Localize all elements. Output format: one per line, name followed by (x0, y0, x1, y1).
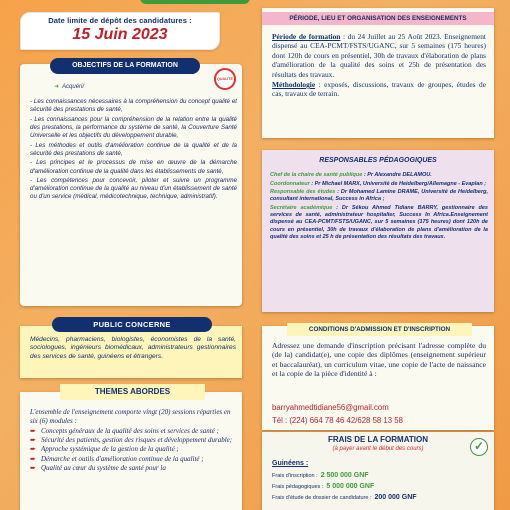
themes-intro: L'ensemble de l'enseignement comporte vingt (20) sessions réparties en six (6) modules : (30, 408, 231, 425)
theme-text: Approche systémique de la gestion de la qualité ; (41, 445, 179, 454)
check-icon: ✓ (470, 438, 488, 456)
period-method-text: : exposés, discussions, travaux de groupes, études de cas, travaux de terrain. (272, 80, 486, 99)
list-item: - Les compétences pour concevoir, piloter et suivre un programme d'amélioration continue de la qualité au niveau d'un établissement de santé ou d'un service (médical, médicotechnique, technique, administratif). (30, 177, 237, 201)
responsable-role: Chef de la chaire de santé publique (270, 172, 363, 178)
responsables-card (262, 150, 494, 312)
frais-title: FRAIS DE LA FORMATION (328, 435, 428, 444)
responsable-role: Coordonnateur (270, 180, 310, 187)
list-item: - Les connaissances nécessaires à la compréhension du concept qualité et sécurité des prestations de santé, (30, 98, 237, 114)
frais-subtitle: (à payer avant le début des cours) (332, 446, 424, 452)
public-title: PUBLIC CONCERNE (52, 317, 212, 332)
arrow-right-icon: ➨ (30, 436, 36, 445)
objectives-title: OBJECTIFS DE LA FORMATION (50, 58, 200, 74)
deadline-label: Date limite de dépôt des candidatures : (48, 16, 192, 25)
themes-card (20, 387, 242, 510)
theme-text: Qualité au cœur du système de santé pour la (41, 463, 166, 472)
responsable-desc: : Dr Sékou Ahmed Tidiane BARRY, gestionnaire des services de santé, administrateur hospitalier, Success In Africa.Enseignement dispensé au CEA-PCMT/FSTS/UGANC, sur 5 semaines (175 heures) dont 120h de cours en présentiel, 30h de travaux d'élaboration de plans d'amélioration de la qualité des soins et 25 h de présentation des résultats des travaux. (270, 204, 488, 240)
fee-amount: 2 500 000 GNF (320, 472, 369, 479)
conditions-title: CONDITIONS D'ADMISSION ET D'INSCRIPTION (287, 323, 472, 336)
list-item: - Les principes et le processus de mise en œuvre de la démarche d'amélioration continue de la qualité dans les établissements de santé, (30, 159, 237, 175)
deadline-date: 15 Juin 2023 (72, 26, 168, 43)
fee-row (272, 472, 369, 479)
theme-text: Démarche et outils d'amélioration continue de la qualité ; (41, 454, 204, 463)
list-item (30, 436, 236, 444)
arrow-right-icon: ➜ (54, 84, 60, 90)
fee-label: Frais d'inscription : (272, 473, 318, 479)
fee-row (272, 494, 417, 501)
responsable-item (270, 172, 488, 179)
list-item (30, 445, 236, 453)
responsable-desc: : Pr Alexandre DELAMOU. (362, 172, 432, 178)
public-text: Médecins, pharmaciens, biologistes, économistes de la santé, sociologues, ingénieurs biomédicaux, administrateurs gestionnaires des services de santé, guinéens et étrangers. (30, 336, 236, 360)
responsables-title: RESPONSABLES PÉDAGOGIQUES (319, 157, 437, 164)
themes-title: THEMES ABORDES (60, 384, 205, 400)
objectives-card (20, 64, 242, 306)
top-banner-edge (140, 0, 250, 4)
responsable-item (270, 205, 488, 241)
quality-seal-icon: QUALITÉ (214, 68, 236, 90)
period-method-label: Méthodologie (272, 80, 316, 90)
fee-amount: 5 000 000 GNF (326, 483, 375, 490)
fee-label: Frais pédagogiques : (272, 484, 324, 490)
deadline-box (20, 12, 220, 50)
themes-list (30, 427, 236, 473)
arrow-right-icon: ➨ (30, 427, 36, 435)
period-method (272, 80, 486, 99)
responsable-role: Responsable des études (270, 189, 336, 196)
frais-card (262, 432, 494, 510)
public-card (20, 320, 242, 378)
list-item (30, 455, 236, 463)
arrow-right-icon: ➨ (30, 445, 36, 454)
responsable-desc: : Dr Mohamed Lamine DRAME, Université de Heidelberg, consultant international, Success in Africa ; (270, 189, 488, 203)
objectives-subtitle-text: Acquérir (62, 84, 85, 90)
arrow-right-icon: ➨ (30, 454, 36, 463)
theme-text: Concepts généraux de la qualité des soins et services de santé ; (41, 427, 219, 435)
theme-text: Sécurité des patients, gestion des risques et développement durable; (41, 436, 233, 445)
contact-email-link[interactable]: barryahmedtidiane56@gmail.com (272, 403, 389, 412)
period-formation (272, 32, 486, 79)
responsable-role: Secrétaire académique (270, 204, 333, 211)
fee-amount: 200 000 GNF (374, 494, 417, 501)
fee-label: Frais d'étude de dossier de candidature : (272, 495, 372, 501)
conditions-text: Adressez une demande d'inscription précisant l'adresse complète du (de la) candidat(e), une copie des diplômes (enseignement supérieur et baccalauréat), un curriculum vitae, une copie de l'acte de naissance et la copie de la pièce d'identité à : (272, 341, 486, 379)
period-formation-text: : du 24 Juillet au 25 Août 2023. Enseignement dispensé au CEA-PCMT/FSTS/UGANC, sur 5 semaines (175 heures) dont 120h de cours en présentiel, 30h de travaux d'élaboration de plans d'amélioration de la qualité des soins et 25h de présentation des résultats des travaux. (272, 32, 486, 79)
contact-phone: Tél : (224) 664 78 46 42/628 58 13 58 (272, 416, 403, 425)
frais-group-label: Guinéens : (272, 460, 309, 467)
period-title: PÉRIODE, LIEU ET ORGANISATION DES ENSEIGNEMENTS (262, 12, 494, 25)
responsables-list (270, 172, 488, 242)
list-item (30, 464, 236, 472)
list-item: - Les connaissances pour la compréhension de la relation entre la qualité des prestations, la performance du système de santé, la Couverture Santé Universelle et les objectifs du développement durable, (30, 115, 237, 139)
arrow-right-icon: ➨ (30, 463, 36, 472)
list-item (30, 427, 236, 435)
fee-row (272, 483, 374, 490)
conditions-card (262, 326, 494, 430)
objectives-subtitle (54, 83, 84, 90)
responsable-item (270, 181, 488, 188)
period-formation-label: Période de formation (272, 32, 341, 41)
list-item: - Les méthodes et outils d'amélioration continue de la qualité et de la sécurité des prestations de santé, (30, 141, 237, 157)
responsable-desc: : Pr Michael MARX, Université de Heidelberg/Allemagne - Evaplan ; (309, 180, 487, 187)
period-card (262, 8, 494, 138)
period-body (272, 32, 486, 100)
responsable-item (270, 189, 488, 203)
objectives-list (30, 98, 237, 203)
